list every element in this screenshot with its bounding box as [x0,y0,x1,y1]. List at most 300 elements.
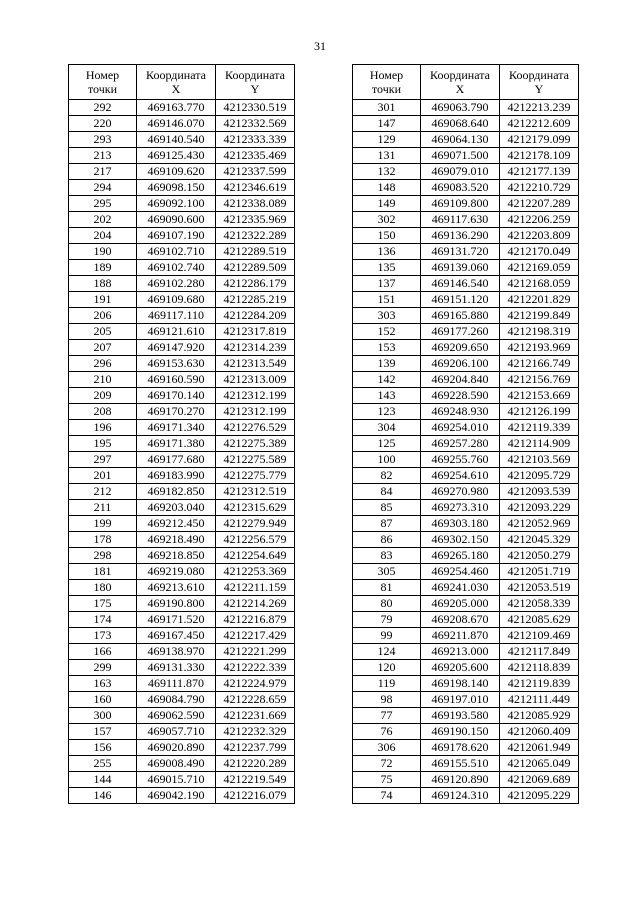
coord-y-cell: 4212237.799 [216,740,295,756]
coord-y-cell: 4212065.049 [500,756,579,772]
point-number-cell: 79 [353,612,421,628]
table-row [69,676,295,692]
point-number-cell: 82 [353,468,421,484]
point-number-cell: 217 [69,164,137,180]
coord-x-cell: 469228.590 [421,388,500,404]
coord-x-cell: 469163.770 [137,100,216,116]
table-row [69,644,295,660]
table-row [69,548,295,564]
point-number-cell: 151 [353,292,421,308]
coord-y-cell: 4212285.219 [216,292,295,308]
table-row [69,740,295,756]
coord-y-cell: 4212118.839 [500,660,579,676]
point-number-cell: 149 [353,196,421,212]
coord-x-cell: 469193.580 [421,708,500,724]
coord-y-cell: 4212312.199 [216,404,295,420]
table-row [353,628,579,644]
table-row [353,436,579,452]
coord-y-cell: 4212214.269 [216,596,295,612]
coord-x-cell: 469146.070 [137,116,216,132]
table-row [69,756,295,772]
coord-y-cell: 4212335.469 [216,148,295,164]
table-row [353,532,579,548]
table-row [69,516,295,532]
coord-x-cell: 469205.600 [421,660,500,676]
coord-x-cell: 469107.190 [137,228,216,244]
coord-x-cell: 469219.080 [137,564,216,580]
coord-x-cell: 469102.280 [137,276,216,292]
table-row [69,308,295,324]
coord-y-cell: 4212337.599 [216,164,295,180]
table-row [353,484,579,500]
coord-y-cell: 4212313.549 [216,356,295,372]
coord-x-cell: 469136.290 [421,228,500,244]
coord-x-cell: 469170.140 [137,388,216,404]
table-row [353,468,579,484]
point-number-cell: 160 [69,692,137,708]
coord-y-cell: 4212312.199 [216,388,295,404]
coord-x-cell: 469254.010 [421,420,500,436]
coord-x-cell: 469147.920 [137,340,216,356]
table-row [69,484,295,500]
coord-x-cell: 469098.150 [137,180,216,196]
point-number-cell: 255 [69,756,137,772]
coord-x-cell: 469198.140 [421,676,500,692]
table-row [69,100,295,116]
coord-y-cell: 4212213.239 [500,100,579,116]
coord-x-cell: 469160.590 [137,372,216,388]
table-row [69,788,295,804]
table-row [353,100,579,116]
coord-y-cell: 4212275.389 [216,436,295,452]
point-number-cell: 299 [69,660,137,676]
point-number-cell: 306 [353,740,421,756]
point-number-cell: 75 [353,772,421,788]
table-row [69,372,295,388]
table-row [353,740,579,756]
coord-y-cell: 4212153.669 [500,388,579,404]
point-number-cell: 166 [69,644,137,660]
coord-x-cell: 469165.880 [421,308,500,324]
table-row [69,148,295,164]
point-number-cell: 87 [353,516,421,532]
coord-y-cell: 4212119.839 [500,676,579,692]
coord-x-cell: 469255.760 [421,452,500,468]
point-number-cell: 191 [69,292,137,308]
point-number-cell: 83 [353,548,421,564]
coord-x-cell: 469183.990 [137,468,216,484]
table-row [353,180,579,196]
point-number-cell: 135 [353,260,421,276]
header-point-number: Номер точки [69,65,137,100]
coord-y-cell: 4212156.769 [500,372,579,388]
coord-x-cell: 469254.460 [421,564,500,580]
coordinates-table-left [68,64,295,804]
table-row [353,452,579,468]
coord-x-cell: 469139.060 [421,260,500,276]
coord-y-cell: 4212177.139 [500,164,579,180]
table-row [353,228,579,244]
table-row [353,292,579,308]
coord-y-cell: 4212095.729 [500,468,579,484]
table-row [353,148,579,164]
table-row [353,276,579,292]
coord-x-cell: 469248.930 [421,404,500,420]
coord-y-cell: 4212166.749 [500,356,579,372]
table-row [69,196,295,212]
point-number-cell: 131 [353,148,421,164]
coord-y-cell: 4212224.979 [216,676,295,692]
header-point-number: Номер точки [353,65,421,100]
coord-x-cell: 469270.980 [421,484,500,500]
table-row [69,132,295,148]
coord-x-cell: 469146.540 [421,276,500,292]
point-number-cell: 212 [69,484,137,500]
coord-y-cell: 4212207.289 [500,196,579,212]
coord-y-cell: 4212211.159 [216,580,295,596]
point-number-cell: 99 [353,628,421,644]
point-number-cell: 85 [353,500,421,516]
coord-x-cell: 469057.710 [137,724,216,740]
point-number-cell: 174 [69,612,137,628]
point-number-cell: 124 [353,644,421,660]
table-row [353,692,579,708]
coord-x-cell: 469213.000 [421,644,500,660]
point-number-cell: 146 [69,788,137,804]
coord-y-cell: 4212253.369 [216,564,295,580]
coord-y-cell: 4212051.719 [500,564,579,580]
coord-y-cell: 4212201.829 [500,292,579,308]
table-row [69,532,295,548]
table-row [69,436,295,452]
point-number-cell: 180 [69,580,137,596]
point-number-cell: 125 [353,436,421,452]
coord-x-cell: 469071.500 [421,148,500,164]
table-row [353,260,579,276]
point-number-cell: 84 [353,484,421,500]
table-row [69,180,295,196]
point-number-cell: 156 [69,740,137,756]
coord-y-cell: 4212330.519 [216,100,295,116]
coord-y-cell: 4212284.209 [216,308,295,324]
coord-x-cell: 469218.490 [137,532,216,548]
point-number-cell: 213 [69,148,137,164]
coord-x-cell: 469083.520 [421,180,500,196]
coord-y-cell: 4212178.109 [500,148,579,164]
coord-x-cell: 469302.150 [421,532,500,548]
point-number-cell: 72 [353,756,421,772]
header-coord-x: Координата X [137,65,216,100]
coordinates-table-right [352,64,579,804]
coord-y-cell: 4212289.519 [216,244,295,260]
coord-y-cell: 4212085.929 [500,708,579,724]
coord-y-cell: 4212210.729 [500,180,579,196]
point-number-cell: 143 [353,388,421,404]
point-number-cell: 207 [69,340,137,356]
point-number-cell: 76 [353,724,421,740]
coord-y-cell: 4212219.549 [216,772,295,788]
coord-y-cell: 4212198.319 [500,324,579,340]
coord-x-cell: 469212.450 [137,516,216,532]
coord-y-cell: 4212058.339 [500,596,579,612]
coord-x-cell: 469213.610 [137,580,216,596]
table-row [69,452,295,468]
point-number-cell: 181 [69,564,137,580]
coord-y-cell: 4212126.199 [500,404,579,420]
table-row [69,772,295,788]
coord-y-cell: 4212060.409 [500,724,579,740]
coord-x-cell: 469020.890 [137,740,216,756]
coord-x-cell: 469218.850 [137,548,216,564]
coord-x-cell: 469177.680 [137,452,216,468]
coord-x-cell: 469015.710 [137,772,216,788]
coord-x-cell: 469131.330 [137,660,216,676]
coord-y-cell: 4212117.849 [500,644,579,660]
table-row [69,580,295,596]
coord-y-cell: 4212053.519 [500,580,579,596]
coord-x-cell: 469062.590 [137,708,216,724]
coord-y-cell: 4212045.329 [500,532,579,548]
point-number-cell: 295 [69,196,137,212]
coord-y-cell: 4212322.289 [216,228,295,244]
table-row [69,660,295,676]
point-number-cell: 86 [353,532,421,548]
table-row [69,388,295,404]
point-number-cell: 190 [69,244,137,260]
coord-y-cell: 4212220.289 [216,756,295,772]
coord-y-cell: 4212254.649 [216,548,295,564]
header-coord-x: Координата X [421,65,500,100]
table-row [353,724,579,740]
coord-x-cell: 469117.630 [421,212,500,228]
coord-y-cell: 4212232.329 [216,724,295,740]
table-row [353,676,579,692]
table-row [69,596,295,612]
point-number-cell: 152 [353,324,421,340]
page-number: 31 [314,39,326,53]
table-row [69,724,295,740]
point-number-cell: 132 [353,164,421,180]
table-row [353,660,579,676]
coord-x-cell: 469167.450 [137,628,216,644]
coord-x-cell: 469190.150 [421,724,500,740]
coord-x-cell: 469182.850 [137,484,216,500]
coord-x-cell: 469084.790 [137,692,216,708]
coord-y-cell: 4212313.009 [216,372,295,388]
table-row [353,212,579,228]
coord-y-cell: 4212217.429 [216,628,295,644]
coord-x-cell: 469197.010 [421,692,500,708]
coord-y-cell: 4212286.179 [216,276,295,292]
point-number-cell: 301 [353,100,421,116]
point-number-cell: 120 [353,660,421,676]
table-row [69,628,295,644]
coord-x-cell: 469117.110 [137,308,216,324]
table-row [69,324,295,340]
coord-x-cell: 469257.280 [421,436,500,452]
table-row [353,548,579,564]
point-number-cell: 178 [69,532,137,548]
coord-y-cell: 4212317.819 [216,324,295,340]
coord-y-cell: 4212315.629 [216,500,295,516]
point-number-cell: 175 [69,596,137,612]
table-row [69,164,295,180]
coord-x-cell: 469068.640 [421,116,500,132]
coord-x-cell: 469102.710 [137,244,216,260]
table-row [353,164,579,180]
table-row [353,244,579,260]
point-number-cell: 153 [353,340,421,356]
coord-y-cell: 4212103.569 [500,452,579,468]
point-number-cell: 100 [353,452,421,468]
coord-y-cell: 4212332.569 [216,116,295,132]
coord-x-cell: 469063.790 [421,100,500,116]
point-number-cell: 220 [69,116,137,132]
table-row [69,356,295,372]
coord-y-cell: 4212109.469 [500,628,579,644]
coord-y-cell: 4212346.619 [216,180,295,196]
coord-x-cell: 469102.740 [137,260,216,276]
coord-x-cell: 469208.670 [421,612,500,628]
point-number-cell: 293 [69,132,137,148]
coord-x-cell: 469153.630 [137,356,216,372]
point-number-cell: 304 [353,420,421,436]
point-number-cell: 297 [69,452,137,468]
point-number-cell: 199 [69,516,137,532]
table-row [69,116,295,132]
coord-x-cell: 469109.680 [137,292,216,308]
coord-y-cell: 4212314.239 [216,340,295,356]
coord-x-cell: 469206.100 [421,356,500,372]
coord-y-cell: 4212335.969 [216,212,295,228]
coord-y-cell: 4212050.279 [500,548,579,564]
table-row [353,788,579,804]
point-number-cell: 137 [353,276,421,292]
coord-y-cell: 4212221.299 [216,644,295,660]
point-number-cell: 296 [69,356,137,372]
table-row [69,340,295,356]
table-row [353,356,579,372]
coord-y-cell: 4212179.099 [500,132,579,148]
coord-y-cell: 4212061.949 [500,740,579,756]
table-row [353,372,579,388]
table-row [69,500,295,516]
point-number-cell: 211 [69,500,137,516]
coord-x-cell: 469155.510 [421,756,500,772]
table-row [353,308,579,324]
coord-x-cell: 469303.180 [421,516,500,532]
coord-y-cell: 4212222.339 [216,660,295,676]
point-number-cell: 208 [69,404,137,420]
table-row [69,276,295,292]
table-row [353,564,579,580]
coord-x-cell: 469171.520 [137,612,216,628]
coord-x-cell: 469109.620 [137,164,216,180]
table-row [69,292,295,308]
point-number-cell: 98 [353,692,421,708]
table-row [353,596,579,612]
table-row [69,692,295,708]
header-coord-y: Координата Y [216,65,295,100]
table-row [353,580,579,596]
coord-x-cell: 469092.100 [137,196,216,212]
point-number-cell: 292 [69,100,137,116]
coord-x-cell: 469241.030 [421,580,500,596]
coord-x-cell: 469273.310 [421,500,500,516]
table-row [353,196,579,212]
coord-y-cell: 4212216.879 [216,612,295,628]
coord-x-cell: 469125.430 [137,148,216,164]
point-number-cell: 188 [69,276,137,292]
coord-y-cell: 4212095.229 [500,788,579,804]
coord-x-cell: 469120.890 [421,772,500,788]
coord-y-cell: 4212199.849 [500,308,579,324]
point-number-cell: 298 [69,548,137,564]
table-row [353,340,579,356]
point-number-cell: 129 [353,132,421,148]
point-number-cell: 142 [353,372,421,388]
coord-y-cell: 4212275.779 [216,468,295,484]
point-number-cell: 136 [353,244,421,260]
coord-y-cell: 4212333.339 [216,132,295,148]
point-number-cell: 144 [69,772,137,788]
coord-x-cell: 469254.610 [421,468,500,484]
coord-x-cell: 469178.620 [421,740,500,756]
point-number-cell: 150 [353,228,421,244]
table-row [353,132,579,148]
point-number-cell: 300 [69,708,137,724]
coord-x-cell: 469131.720 [421,244,500,260]
coord-x-cell: 469177.260 [421,324,500,340]
table-row [69,564,295,580]
coord-y-cell: 4212231.669 [216,708,295,724]
coord-y-cell: 4212193.969 [500,340,579,356]
table-row [69,468,295,484]
coord-x-cell: 469204.840 [421,372,500,388]
coord-y-cell: 4212228.659 [216,692,295,708]
table-row [353,516,579,532]
coord-x-cell: 469121.610 [137,324,216,340]
point-number-cell: 77 [353,708,421,724]
coord-x-cell: 469079.010 [421,164,500,180]
point-number-cell: 209 [69,388,137,404]
coord-x-cell: 469265.180 [421,548,500,564]
coord-y-cell: 4212168.059 [500,276,579,292]
coord-x-cell: 469170.270 [137,404,216,420]
table-row [353,420,579,436]
point-number-cell: 81 [353,580,421,596]
table-row [353,116,579,132]
coord-y-cell: 4212338.089 [216,196,295,212]
coord-y-cell: 4212289.509 [216,260,295,276]
coord-x-cell: 469205.000 [421,596,500,612]
point-number-cell: 204 [69,228,137,244]
coord-y-cell: 4212085.629 [500,612,579,628]
coord-x-cell: 469171.340 [137,420,216,436]
point-number-cell: 123 [353,404,421,420]
coord-y-cell: 4212276.529 [216,420,295,436]
point-number-cell: 196 [69,420,137,436]
coord-x-cell: 469211.870 [421,628,500,644]
table-header-row [69,65,295,100]
point-number-cell: 80 [353,596,421,612]
coord-x-cell: 469171.380 [137,436,216,452]
point-number-cell: 302 [353,212,421,228]
coord-y-cell: 4212206.259 [500,212,579,228]
point-number-cell: 147 [353,116,421,132]
point-number-cell: 201 [69,468,137,484]
coord-x-cell: 469111.870 [137,676,216,692]
